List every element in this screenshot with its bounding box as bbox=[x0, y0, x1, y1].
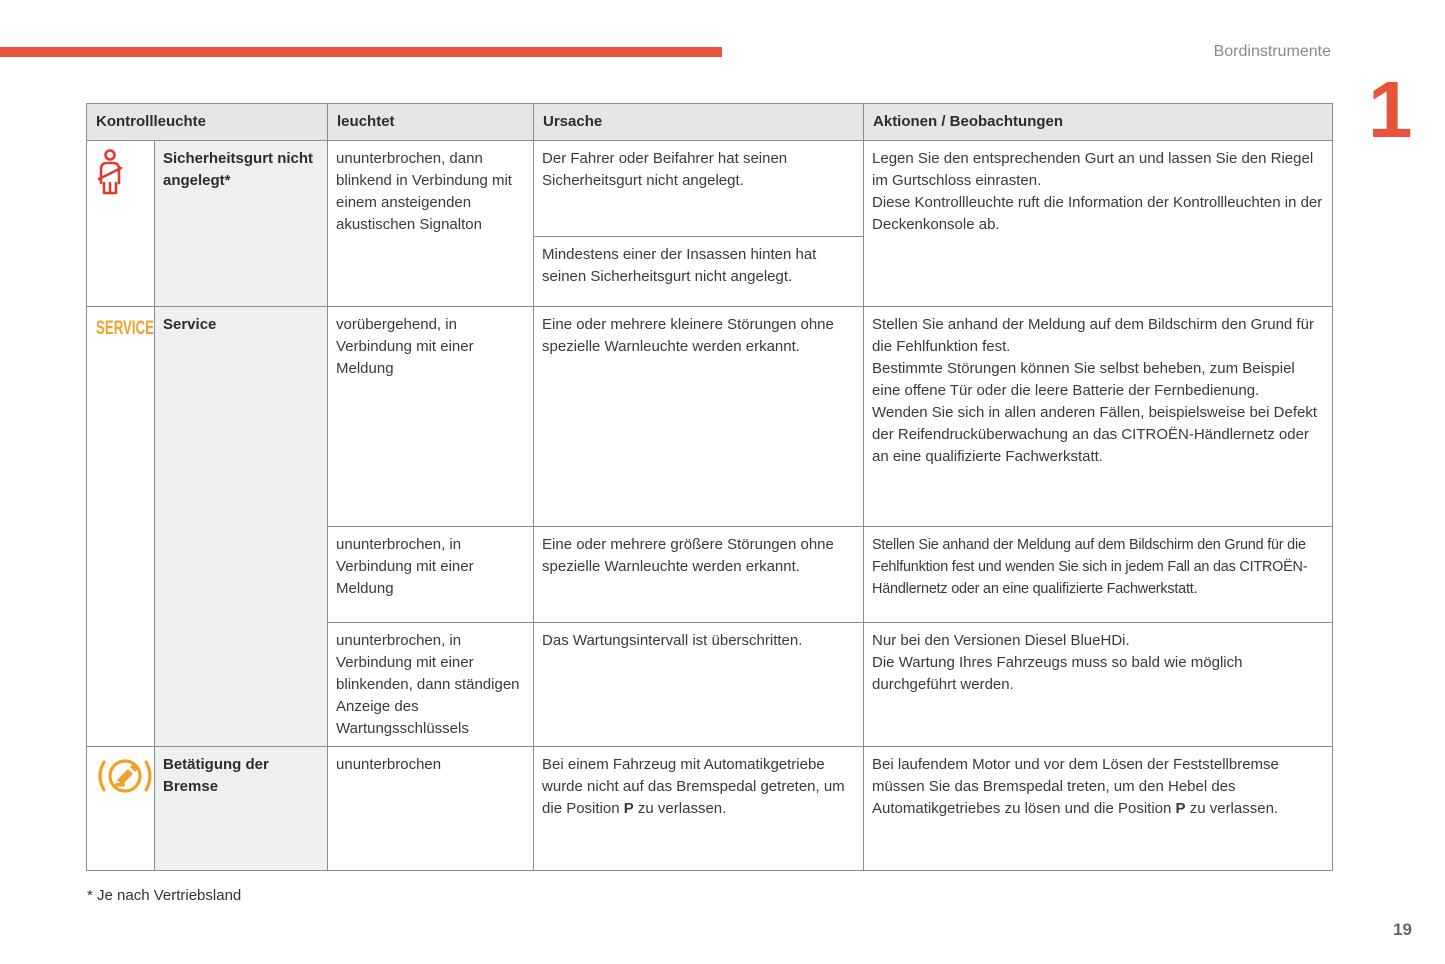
chapter-number: 1 bbox=[1368, 65, 1413, 154]
service-action-3: Nur bei den Versionen Diesel BlueHDi. Die Wartung Ihres Fahrzeugs muss so bald wie möglich durchgeführt werden. bbox=[864, 623, 1333, 747]
column-header: leuchtet bbox=[328, 104, 534, 141]
accent-bar bbox=[0, 47, 722, 57]
footnote: * Je nach Vertriebsland bbox=[87, 887, 242, 904]
seatbelt-cause-2: Mindestens einer der Insassen hinten hat seinen Sicherheitsgurt nicht angelegt. bbox=[534, 237, 864, 307]
service-cause-2: Eine oder mehrere größere Störungen ohne spezielle Warnleuchte werden erkannt. bbox=[534, 527, 864, 623]
table-header-row bbox=[87, 104, 1333, 141]
seatbelt-action: Legen Sie den entsprechenden Gurt an und lassen Sie den Riegel im Gurtschloss einrasten. Diese Kontrollleuchte ruft die Information der Kontrollleuchten in der Deckenkonsole ab. bbox=[864, 141, 1333, 307]
brake-cause-text: Bei einem Fahrzeug mit Automatikgetriebe wurde nicht auf das Bremspedal getreten, um die Position bbox=[542, 756, 845, 817]
service-action-1: Stellen Sie anhand der Meldung auf dem Bildschirm den Grund für die Fehlfunktion fest. Bestimmte Störungen können Sie selbst beheben, zum Beispiel eine offene Tür oder die leere Batterie der Fernbedienung. Wenden Sie sich in allen anderen Fällen, beispielsweise bei Defekt der Reifendrucküberwachung an das CITROËN-Händlernetz oder an eine qualifizierte Fachwerkstatt. bbox=[864, 307, 1333, 527]
brake-action-position: P bbox=[1175, 800, 1186, 817]
column-header: Kontrollleuchte bbox=[87, 104, 328, 141]
column-header: Ursache bbox=[534, 104, 864, 141]
seatbelt-lights: ununterbrochen, dann blinkend in Verbindung mit einem ansteigenden akustischen Signalton bbox=[328, 141, 534, 307]
service-lights-1: vorübergehend, in Verbindung mit einer Meldung bbox=[328, 307, 534, 527]
service-lights-3: ununterbrochen, in Verbindung mit einer blinkenden, dann ständigen Anzeige des Wartungsschlüssels bbox=[328, 623, 534, 747]
service-icon-cell bbox=[87, 307, 155, 747]
service-lights-2: ununterbrochen, in Verbindung mit einer Meldung bbox=[328, 527, 534, 623]
brake-name: Betätigung der Bremse bbox=[155, 747, 328, 871]
service-cause-3: Das Wartungsintervall ist überschritten. bbox=[534, 623, 864, 747]
table-row bbox=[87, 747, 1333, 871]
brake-action-text: Bei laufendem Motor und vor dem Lösen der Feststellbremse müssen Sie das Bremspedal treten, um den Hebel des Automatikgetriebes zu lösen und die Position bbox=[872, 756, 1279, 817]
brake-icon-cell bbox=[87, 747, 155, 871]
service-name: Service bbox=[155, 307, 328, 747]
seatbelt-name: Sicherheitsgurt nicht angelegt* bbox=[155, 141, 328, 307]
brake-cause-text-end: zu verlassen. bbox=[633, 800, 727, 817]
section-title: Bordinstrumente bbox=[1213, 43, 1331, 60]
seatbelt-icon-cell bbox=[87, 141, 155, 307]
service-cause-1: Eine oder mehrere kleinere Störungen ohne spezielle Warnleuchte werden erkannt. bbox=[534, 307, 864, 527]
service-icon bbox=[95, 316, 155, 338]
brake-action-text-end: zu verlassen. bbox=[1185, 800, 1279, 817]
brake-action bbox=[864, 747, 1333, 871]
table-row bbox=[87, 307, 1333, 527]
service-action-2: Stellen Sie anhand der Meldung auf dem Bildschirm den Grund für die Fehlfunktion fest und wenden Sie sich in jedem Fall an das CITROËN-Händlernetz oder an eine qualifizierte Fachwerkstatt. bbox=[864, 527, 1333, 623]
seatbelt-cause-1: Der Fahrer oder Beifahrer hat seinen Sicherheitsgurt nicht angelegt. bbox=[534, 141, 864, 237]
brake-cause-position: P bbox=[623, 800, 634, 817]
service-icon-text: SERVICE bbox=[96, 318, 154, 339]
seatbelt-warning-icon bbox=[95, 148, 125, 196]
table-row bbox=[87, 141, 1333, 237]
brake-lights: ununterbrochen bbox=[328, 747, 534, 871]
brake-pedal-warning-icon bbox=[95, 754, 155, 798]
column-header: Aktionen / Beobachtungen bbox=[864, 104, 1333, 141]
warning-lights-table bbox=[86, 103, 1333, 871]
page-number: 19 bbox=[1393, 920, 1412, 939]
brake-cause bbox=[534, 747, 864, 871]
